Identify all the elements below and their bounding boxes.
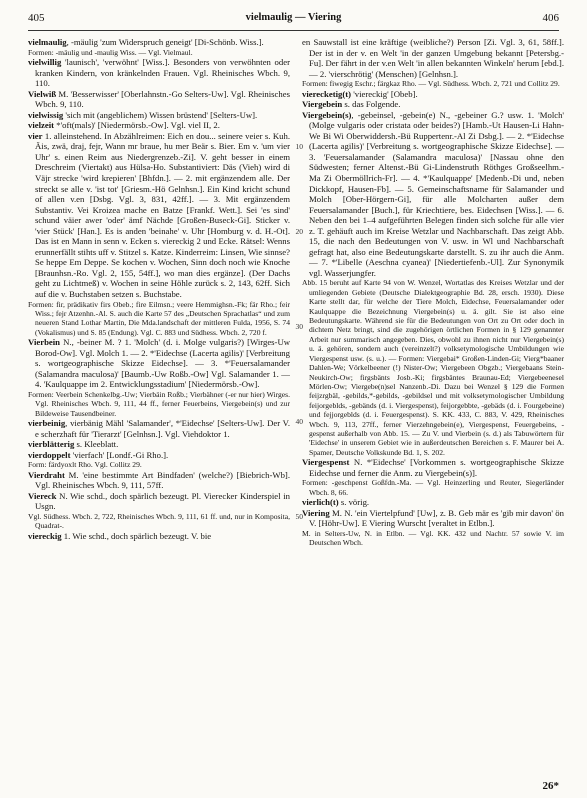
- headword: Vielwiß: [28, 88, 57, 99]
- header-rule: [28, 30, 559, 31]
- headword: Viergespenst: [302, 457, 350, 468]
- headword: vierecketig(t): [302, 88, 352, 99]
- headword: vier: [28, 130, 43, 141]
- dictionary-entry: [28, 110, 290, 121]
- headword: Viergebein: [302, 99, 343, 110]
- headword: vielmaulig: [28, 37, 67, 47]
- entry-note: [28, 390, 290, 418]
- dictionary-entry: [28, 491, 290, 512]
- headword: vierdoppelt: [28, 449, 71, 460]
- entry-text: Form: färdyoxlt Rho. Vgl. Collitz 29.: [28, 460, 142, 470]
- dictionary-entry: [302, 99, 564, 110]
- entry-text: Formen: -mäulig und -maulig Wiss. — Vgl. Vielmaul.: [28, 47, 193, 57]
- entry-text: M. 'Besserwisser' [Oberlahnstn.-Go Selters-Uw]. Vgl. Rheinisches Wbch. 9, 110.: [35, 88, 290, 110]
- entry-text: s. Kleeblatt.: [74, 439, 119, 450]
- dictionary-entry: [28, 120, 290, 131]
- headword: vielwillig: [28, 56, 62, 67]
- right-column: [302, 37, 564, 548]
- headword: viereckig: [28, 530, 62, 541]
- line-number: 40: [295, 417, 303, 426]
- entry-text: s. vörig.: [338, 497, 370, 508]
- headword: Viereck: [28, 490, 57, 501]
- entry-text: s. das Folgende.: [342, 99, 401, 110]
- running-head: vielmaulig — Viering: [245, 12, 342, 23]
- headword: vierbeinig: [28, 418, 66, 429]
- entry-text: M. N. 'ein Viertelpfund' [Uw], z. B. Geb mär es 'gib mir davon' ön V. [Höhr-Uw]. E Viering Wurscht [veraltet in Etlbn.].: [309, 507, 564, 529]
- entry-note: [28, 300, 290, 338]
- entry-text: Vgl. Südhess. Wbch. 2, 722, Rheinisches Wbch. 9, 111, 61 ff. und, nur in Komposita, Quadrat-.: [28, 511, 290, 531]
- line-number: 10: [295, 142, 303, 151]
- entry-text: *'oft(mals)' [Niedermörsb.-Ow]. Vgl. viel II, 2.: [54, 120, 220, 131]
- entry-text: 'viereckig' [Obeb].: [351, 88, 418, 99]
- dictionary-entry: [28, 131, 290, 300]
- entry-text: en Sauwstall ist eine kräftige (weibliche?) Person [Zi. Vgl. 3, 61, 58ff.]. Der ist in der v. en Welt 'in der ganzen Umgebung bekannt [Petersbg.-Fu]. Der fährt in der v.en Welt 'in allen bekannten Winkeln' herum [ebd.]. — 2. 'vierschrötig' (Menschen) [Gelnhsn.].: [302, 37, 564, 79]
- headword: Viering: [302, 507, 330, 518]
- headword: vielzeit: [28, 120, 55, 131]
- dictionary-entry: [28, 439, 290, 450]
- headword: Vierdraht: [28, 469, 65, 480]
- entry-text: 'sich mit (angeblichem) Wissen brüstend' [Selters-Uw].: [63, 109, 258, 120]
- left-column: [28, 37, 290, 541]
- dictionary-entry: [302, 110, 564, 279]
- entry-note: [302, 529, 564, 548]
- dictionary-entry: [302, 497, 564, 508]
- entry-text: N. Wie schd., doch spärlich bezeugt. Pl. Vierecker Kinderspiel in Usgn.: [35, 490, 290, 512]
- dictionary-entry: [28, 37, 290, 48]
- entry-text: , -mäulig 'zum Widerspruch geneigt' [Di-Schönb. Wiss.].: [66, 37, 264, 47]
- headword: vierblätterig: [28, 439, 75, 450]
- entry-text: 1. Wie schd., doch spärlich bezeugt. V. bie: [61, 530, 212, 541]
- dictionary-entry: [302, 37, 564, 79]
- entry-text: Formen: fiwegig Eschr.; färgkaz Rho. — Vgl. Südhess. Wbch. 2, 721 und Collitz 29.: [302, 79, 560, 89]
- headword: vielwissig: [28, 109, 64, 120]
- headword: Viergebein(s): [302, 109, 352, 120]
- entry-note: [302, 478, 564, 497]
- page-header: [28, 12, 559, 26]
- entry-text: N. *'Eidechse' [Vorkommen s. wortgeographische Skizze Eidechse und ferner die Anm. zu Viergebein(s)].: [309, 457, 564, 478]
- dictionary-entry: [302, 457, 564, 478]
- entry-text: Formen: Veerbein Schenkelbg.-Uw; Vierbäin Roßb.; Vierbähner (-er nur hier) Wirges. Vgl. Rheinisches Wbch. 9, 111, 44 ff., ferner Feuerbeins, Viergebein(s) und zur Bildeweise Tausendbeiner.: [28, 389, 290, 418]
- page-number-right: 406: [542, 12, 559, 24]
- entry-note: [28, 460, 290, 469]
- signature-mark: 26*: [542, 780, 559, 792]
- entry-text: Formen: -geschpenst Goßfdn.-Ma. — Vgl. Heinzerling und Reuter, Siegerländer Wbch. 8, 66.: [302, 478, 564, 497]
- dictionary-entry: [28, 57, 290, 89]
- entry-text: Formen: fir, prädikativ firs Obeb.; fire Eilmsn.; veere Hemmighsn.-Fk; fär Rho.; feir Wiss.; fejr Atzenhn.-Al. S. auch die Karte 57 des „Deutschen Sprachatlas“ und zum neueren Stand Lothar Martin, Die Mda.landschaft der mittleren Fulda, 1956, S. 74 (Vokalismus) und S. 85 (Endung). Vgl. C. 883 und Südhess. Wbch. 2, 720 f.: [28, 299, 290, 337]
- dictionary-entry: [302, 89, 564, 100]
- entry-note: [28, 48, 290, 57]
- entry-text: , vierbänig Mähl 'Salamander', *'Eidechse' [Selters-Uw]. Der V. e scherzhaft für 'Tierarzt' [Gelnhsn.]. Vgl. Viehdoktor 1.: [35, 418, 290, 439]
- line-number: 50: [295, 512, 303, 521]
- headword: Vierbein: [28, 337, 61, 348]
- entry-text: N., -beiner M. ? 1. 'Molch' (d. i. Molge vulgaris?) [Wirges-Uw Borod-Ow]. Vgl. Molch 1. — 2. *'Eidechse (Lacerta agilis)' [Verbreitung s. wortgeographische Skizze Eidechse]. — 3. *'Feuersalamander (Salamandra maculosa)' [Baumb.-Uw Roßb.-Ow] Vgl. Salamander 1. — 4. 'Kaulquappe im 2. Entwicklungsstadium' [Niedermörsb.-Ow].: [35, 337, 290, 390]
- headword: vierlich(t): [302, 497, 339, 508]
- dictionary-entry: [28, 450, 290, 461]
- entry-text: M. 'eine bestimmte Art Bindfaden' (welche?) [Biebrich-Wb]. Vgl. Rheinisches Wbch. 9, 111, 57ff.: [35, 469, 290, 491]
- line-number: 30: [295, 322, 303, 331]
- entry-text: M. in Selters-Uw, N. in Etlbn. — Vgl. KK. 432 und Nachtr. 57 sowie V. im Deutschen Wbch.: [302, 528, 564, 548]
- dictionary-entry: [28, 89, 290, 110]
- line-number: 20: [295, 227, 303, 236]
- entry-text: Abb. 15 beruht auf Karte 94 von W. Wenzel, Wortatlas des Kreises Wetzlar und der umliegenden Gebiete (Deutsche Dialektgeographie Bd. 28, ersch. 1930). Diese Karte stellt dar, für welche der Tiere Molch, Eidechse, Feuersalamander oder Kaulquappe die Bezeichnung Viergebein(s) u. ä. gilt. Sie ist also eine Bedeutungskarte. Während sie für die Bedeutungen von Ort zu Ort oder doch in dichtem Netz bringt, sind die zugehörigen örtlichen Formen in § 129 genannter Arbeit nur summarisch angegeben. Dies, obwohl zu ihnen nicht nur Viergebein(s) u. ä. gehören, sondern auch (vereinzelt?) volksetymologische Umbildungen wie Viergespenst usw. (s. u.). — Formen: Viergebai* Großen-Linden-Gi; Vierg*baaner Dahlen-We; Vörkelbeener (!) Nister-Ow; Viergebeen Obgzb.; Viergebaans Stein-Neukirch-Ow; firgsbänts Josb.-Ki; firgsbäntes Braunau-Ed; Viergebeenesel Mörlen-Ow; Viergebe(n)sel Nanzenb.-Di. Dazu bei Wenzel § 129 die Formen feijzrgbäl, -gebilds,*-gebilds, -gebildsel und mit volksetymologischer Umbildung feijorgeblds, -gebänds (d. i. Viergespenst), feijorgebbte, -gebäds (d. i. Fourgebeine) und fejjorgeblds (d. i. Feuergespenst). S. KK. 433, C. 883, V. 429, Rheinisches Wbch. 9, 113, 27ff., ferner Vierzehngebein(e), Viergespenst, Feuergebeins, -gespenst außerhalb von Abb. 15. — Zu V. und Vierbein (s. d.) als Tabuwörtern für 'Eidechse' in unserem Gebiet wie in außerdeutschen Bereichen s. F. Maurer bei A. Spamer, Deutsche Volkskunde Bd. 1, S. 202.: [302, 278, 564, 457]
- page-number-left: 405: [28, 12, 45, 24]
- entry-note: [28, 512, 290, 531]
- entry-text: 'launisch', 'verwöhnt' [Wiss.]. Besonders von verwöhnten oder kranken Kindern, von kränkelnden Frauen. Vgl. Rheinisches Wbch. 9, 110.: [35, 56, 290, 89]
- dictionary-entry: [28, 470, 290, 491]
- dictionary-entry: [28, 531, 290, 542]
- dictionary-entry: [302, 508, 564, 529]
- entry-note: [302, 278, 564, 457]
- entry-text: 'vierfach' [Londf.-Gi Rho.].: [70, 449, 169, 460]
- dictionary-entry: [28, 337, 290, 390]
- entry-text: 1. alleinstehend. In Abzählreimen: Eich en dou... seinere veier s. Kuh. Äis, zwä, draj, fejr, Wann mr braue, hu mer Beär s. Bier. Em v. 'um vier Uhr' s. einen Reim aus Niedergrenzeb.-Zi]. V. geht besser in einem Dreschreim (Viertakt) aus Hülsa-Ho. Substantiviert: Däs (Vieh) wird di Väjr strecke 'wird krepieren' [Bhfdn.]. — 2. mit ergänzendem alle. Der streckt se alle v. 'ist tot' [Griesm.-Hö Gelnhsn.]. Ein Kind kricht schund of allen v.en [Dsbg. Vgl. 3, 831, 42ff.]. — 3. Mit ergänzendem Substantiv. Vei Kroizea mache en Batze [Frankf. Wett.]. Sei 'es sind' schund väier awer 'oder' ämf Nächde [Großen-Buseck-Gi]. Sticker v. 'vier Stück' [Han.]. Es is anden 'beinahe' v. Uhr [Homburg v. d. H.-Ot]. Das ist en Mann in senn v. Ecken s. viereckig 2 und Ecke. Rätsel: Wenns erunnerfällt stihts uff v. Stitzel s. Katze. Kinderreim: Linsen, Wie sinnse? Se heppe Em Deppe. Se kochen v. Wochen, Sinn doch noch wie Knoche [Braunhsn.-Ro. Vgl. 2, 155, 54ff.], wo man dies ergänze]. (Der Dachs geht zu Lichtmeß) v. Wochen in seine Höhle zurück s. 2, 143, 62ff. Sich auf die v. Buchstaben setzen s. Buchstabe.: [35, 130, 290, 299]
- dictionary-entry: [28, 418, 290, 439]
- entry-note: [302, 79, 564, 88]
- entry-text: , -gebeinsel, -gebein(e) N., -gebeiner G.? usw. 1. 'Molch' (Molge vulgaris oder cristata oder beides?) [Hamb.-Ut Hausen-Li Hahn-We Bi Wi Oberwiddersh.-Bü Ruppertenr.-Al Zi Dsbg.]. — 2. *'Eidechse (Lacerta agilis)' [Verbreitung s. wortgeographische Skizze Eidechse]. — 3. 'Feuersalamander (Salamandra maculosa)' [Nassau ohne den Südwesten; ferner Altenst.-Bü Gi-Lindenstruth Röthges Großseelhm.-Ma Zi Obermöllrich-Fr]. — 4. *'Kaulquappe' [Medenb.-Di und, neben Dickkopf, Hausen-Fb]. — 5. Gemeinschaftsname für Salamander und Molch [Ober-Hörgern-Gi], für alle Molcharten außer dem Feuersalamander [Buch.], für Kriechtiere, bes. Eidechsen [Wiss.]. — 6. Neben den bei 1–4 aufgeführten Belegen finden sich solche für alle vier z. T. gehäuft auch im Kreise Wetzlar und Nachbarschaft. Das zeigt Abb. 15, die nach den Bedeutungen von V. usw. in Wl und Nachbarschaft gefragt hat, also eine Bedeutungskarte darstellt. S. zu ihr auch die Anm. — 7. *'Libelle (Aeschna cyanea)' [Niedertiefenb.-Ul]. Zur Synonymik vgl. Wasserjungfer.: [309, 109, 564, 278]
